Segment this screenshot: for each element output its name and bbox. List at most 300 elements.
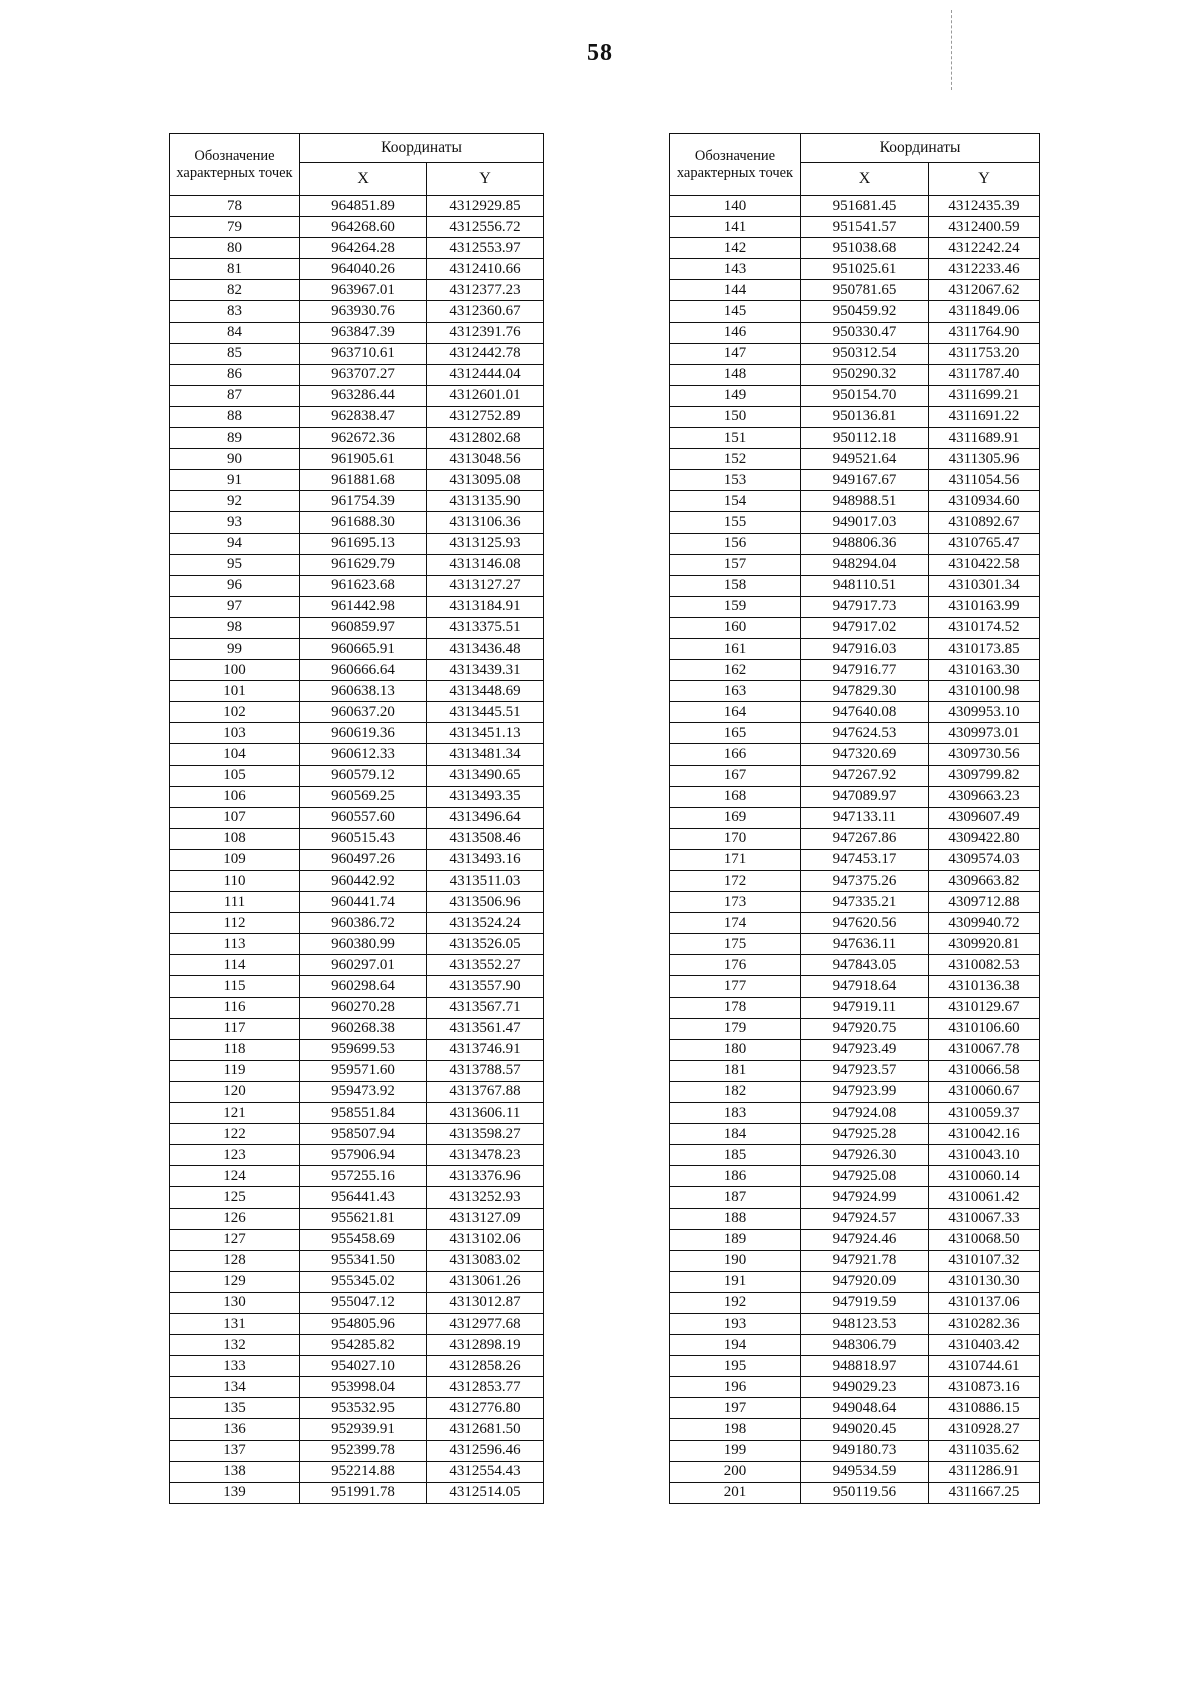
table-row: [670, 892, 1040, 913]
table-row: [170, 1208, 544, 1229]
x-coordinate-cell: 960637.20: [300, 702, 427, 723]
x-coordinate-cell: 947916.77: [801, 660, 929, 681]
x-coordinate-cell: 947375.26: [801, 871, 929, 892]
table-row: [170, 913, 544, 934]
x-coordinate-cell: 947926.30: [801, 1145, 929, 1166]
point-id-cell: 190: [670, 1250, 801, 1271]
table-row: [670, 554, 1040, 575]
point-id-cell: 195: [670, 1356, 801, 1377]
x-coordinate-cell: 952399.78: [300, 1440, 427, 1461]
coordinates-table-right: [669, 133, 1040, 1504]
y-coordinate-cell: 4313767.88: [427, 1081, 544, 1102]
x-coordinate-cell: 960665.91: [300, 638, 427, 659]
table-row: [170, 1250, 544, 1271]
point-id-cell: 146: [670, 322, 801, 343]
x-coordinate-cell: 964264.28: [300, 238, 427, 259]
x-coordinate-cell: 957906.94: [300, 1145, 427, 1166]
table-row: [670, 702, 1040, 723]
x-coordinate-cell: 947636.11: [801, 934, 929, 955]
y-coordinate-cell: 4313490.65: [427, 765, 544, 786]
point-id-cell: 176: [670, 955, 801, 976]
point-id-cell: 118: [170, 1039, 300, 1060]
table-row: [670, 1377, 1040, 1398]
table-row: [170, 196, 544, 217]
point-id-cell: 119: [170, 1060, 300, 1081]
point-id-cell: 102: [170, 702, 300, 723]
y-coordinate-cell: 4310067.33: [929, 1208, 1040, 1229]
table-row: [670, 406, 1040, 427]
y-coordinate-cell: 4310061.42: [929, 1187, 1040, 1208]
x-coordinate-cell: 947335.21: [801, 892, 929, 913]
point-id-cell: 78: [170, 196, 300, 217]
point-id-cell: 106: [170, 786, 300, 807]
y-coordinate-cell: 4310067.78: [929, 1039, 1040, 1060]
table-row: [170, 238, 544, 259]
point-id-cell: 105: [170, 765, 300, 786]
y-coordinate-cell: 4312377.23: [427, 280, 544, 301]
x-coordinate-cell: 947267.86: [801, 828, 929, 849]
y-coordinate-cell: 4310928.27: [929, 1419, 1040, 1440]
table-row: [170, 491, 544, 512]
y-coordinate-cell: 4313598.27: [427, 1124, 544, 1145]
point-id-cell: 80: [170, 238, 300, 259]
y-coordinate-cell: 4313567.71: [427, 997, 544, 1018]
y-coordinate-cell: 4313061.26: [427, 1271, 544, 1292]
y-coordinate-cell: 4313135.90: [427, 491, 544, 512]
x-coordinate-cell: 948818.97: [801, 1356, 929, 1377]
x-coordinate-cell: 951038.68: [801, 238, 929, 259]
point-id-cell: 135: [170, 1398, 300, 1419]
point-id-cell: 175: [670, 934, 801, 955]
table-row: [170, 1229, 544, 1250]
x-coordinate-cell: 961629.79: [300, 554, 427, 575]
point-id-cell: 132: [170, 1335, 300, 1356]
table-row: [670, 1187, 1040, 1208]
x-coordinate-cell: 960441.74: [300, 892, 427, 913]
table-row: [670, 1060, 1040, 1081]
column-header-point: Обозначение характерных точек: [670, 134, 801, 196]
table-row: [170, 1103, 544, 1124]
y-coordinate-cell: 4313552.27: [427, 955, 544, 976]
table-body: [670, 196, 1040, 1504]
y-coordinate-cell: 4310301.34: [929, 575, 1040, 596]
x-coordinate-cell: 947924.57: [801, 1208, 929, 1229]
point-id-cell: 155: [670, 512, 801, 533]
y-coordinate-cell: 4310059.37: [929, 1103, 1040, 1124]
table-row: [170, 1018, 544, 1039]
table-row: [670, 723, 1040, 744]
point-id-cell: 154: [670, 491, 801, 512]
x-coordinate-cell: 960859.97: [300, 617, 427, 638]
y-coordinate-cell: 4312067.62: [929, 280, 1040, 301]
table-row: [170, 406, 544, 427]
point-id-cell: 159: [670, 596, 801, 617]
point-id-cell: 180: [670, 1039, 801, 1060]
x-coordinate-cell: 960666.64: [300, 660, 427, 681]
x-coordinate-cell: 947089.97: [801, 786, 929, 807]
x-coordinate-cell: 947925.28: [801, 1124, 929, 1145]
table-row: [170, 1335, 544, 1356]
point-id-cell: 126: [170, 1208, 300, 1229]
x-coordinate-cell: 948806.36: [801, 533, 929, 554]
x-coordinate-cell: 963847.39: [300, 322, 427, 343]
x-coordinate-cell: 951681.45: [801, 196, 929, 217]
table-row: [670, 955, 1040, 976]
table-row: [170, 1482, 544, 1503]
point-id-cell: 187: [670, 1187, 801, 1208]
table-row: [170, 849, 544, 870]
table-row: [670, 449, 1040, 470]
table-row: [170, 702, 544, 723]
table-row: [670, 1292, 1040, 1313]
y-coordinate-cell: 4309422.80: [929, 828, 1040, 849]
x-coordinate-cell: 955458.69: [300, 1229, 427, 1250]
point-id-cell: 88: [170, 406, 300, 427]
point-id-cell: 92: [170, 491, 300, 512]
x-coordinate-cell: 947923.57: [801, 1060, 929, 1081]
point-id-cell: 201: [670, 1482, 801, 1503]
table-row: [170, 1440, 544, 1461]
x-coordinate-cell: 950136.81: [801, 406, 929, 427]
table-row: [670, 1039, 1040, 1060]
x-coordinate-cell: 962672.36: [300, 428, 427, 449]
table-row: [170, 512, 544, 533]
table-row: [170, 449, 544, 470]
y-coordinate-cell: 4313561.47: [427, 1018, 544, 1039]
y-coordinate-cell: 4310106.60: [929, 1018, 1040, 1039]
point-id-cell: 114: [170, 955, 300, 976]
table-row: [170, 681, 544, 702]
x-coordinate-cell: 952214.88: [300, 1461, 427, 1482]
x-coordinate-cell: 961695.13: [300, 533, 427, 554]
table-row: [170, 617, 544, 638]
y-coordinate-cell: 4312853.77: [427, 1377, 544, 1398]
y-coordinate-cell: 4313788.57: [427, 1060, 544, 1081]
point-id-cell: 100: [170, 660, 300, 681]
point-id-cell: 139: [170, 1482, 300, 1503]
x-coordinate-cell: 948306.79: [801, 1335, 929, 1356]
x-coordinate-cell: 947843.05: [801, 955, 929, 976]
x-coordinate-cell: 953998.04: [300, 1377, 427, 1398]
table-row: [670, 1166, 1040, 1187]
x-coordinate-cell: 950781.65: [801, 280, 929, 301]
table-row: [670, 1440, 1040, 1461]
y-coordinate-cell: 4313448.69: [427, 681, 544, 702]
point-id-cell: 152: [670, 449, 801, 470]
x-coordinate-cell: 960298.64: [300, 976, 427, 997]
y-coordinate-cell: 4310174.52: [929, 617, 1040, 638]
y-coordinate-cell: 4313493.16: [427, 849, 544, 870]
table-row: [170, 1145, 544, 1166]
x-coordinate-cell: 956441.43: [300, 1187, 427, 1208]
x-coordinate-cell: 947133.11: [801, 807, 929, 828]
table-row: [670, 1124, 1040, 1145]
y-coordinate-cell: 4313106.36: [427, 512, 544, 533]
table-row: [170, 660, 544, 681]
y-coordinate-cell: 4310744.61: [929, 1356, 1040, 1377]
y-coordinate-cell: 4312444.04: [427, 364, 544, 385]
table-row: [670, 491, 1040, 512]
x-coordinate-cell: 947917.73: [801, 596, 929, 617]
point-id-cell: 115: [170, 976, 300, 997]
x-coordinate-cell: 947924.99: [801, 1187, 929, 1208]
point-id-cell: 174: [670, 913, 801, 934]
table-row: [670, 322, 1040, 343]
x-coordinate-cell: 964268.60: [300, 217, 427, 238]
y-coordinate-cell: 4313526.05: [427, 934, 544, 955]
x-coordinate-cell: 949048.64: [801, 1398, 929, 1419]
y-coordinate-cell: 4313524.24: [427, 913, 544, 934]
y-coordinate-cell: 4310042.16: [929, 1124, 1040, 1145]
table-row: [670, 1356, 1040, 1377]
coordinates-table-left: [169, 133, 544, 1504]
y-coordinate-cell: 4310403.42: [929, 1335, 1040, 1356]
y-coordinate-cell: 4311054.56: [929, 470, 1040, 491]
point-id-cell: 179: [670, 1018, 801, 1039]
point-id-cell: 182: [670, 1081, 801, 1102]
point-id-cell: 104: [170, 744, 300, 765]
point-id-cell: 110: [170, 871, 300, 892]
point-id-cell: 84: [170, 322, 300, 343]
table-row: [670, 1313, 1040, 1334]
table-row: [670, 259, 1040, 280]
y-coordinate-cell: 4312410.66: [427, 259, 544, 280]
point-id-cell: 184: [670, 1124, 801, 1145]
point-id-cell: 173: [670, 892, 801, 913]
y-coordinate-cell: 4313436.48: [427, 638, 544, 659]
table-row: [170, 744, 544, 765]
x-coordinate-cell: 947920.09: [801, 1271, 929, 1292]
y-coordinate-cell: 4313252.93: [427, 1187, 544, 1208]
y-coordinate-cell: 4310886.15: [929, 1398, 1040, 1419]
point-id-cell: 138: [170, 1461, 300, 1482]
x-coordinate-cell: 955047.12: [300, 1292, 427, 1313]
point-id-cell: 136: [170, 1419, 300, 1440]
x-coordinate-cell: 947925.08: [801, 1166, 929, 1187]
x-coordinate-cell: 960515.43: [300, 828, 427, 849]
x-coordinate-cell: 949180.73: [801, 1440, 929, 1461]
table-row: [170, 638, 544, 659]
y-coordinate-cell: 4312242.24: [929, 238, 1040, 259]
column-header-coordinates: Координаты: [801, 134, 1040, 163]
y-coordinate-cell: 4310066.58: [929, 1060, 1040, 1081]
table-row: [670, 1419, 1040, 1440]
x-coordinate-cell: 949167.67: [801, 470, 929, 491]
table-row: [170, 723, 544, 744]
y-coordinate-cell: 4313376.96: [427, 1166, 544, 1187]
y-coordinate-cell: 4309574.03: [929, 849, 1040, 870]
x-coordinate-cell: 957255.16: [300, 1166, 427, 1187]
point-id-cell: 171: [670, 849, 801, 870]
table-row: [170, 1461, 544, 1482]
x-coordinate-cell: 952939.91: [300, 1419, 427, 1440]
y-coordinate-cell: 4313375.51: [427, 617, 544, 638]
y-coordinate-cell: 4310130.30: [929, 1271, 1040, 1292]
point-id-cell: 111: [170, 892, 300, 913]
y-coordinate-cell: 4311787.40: [929, 364, 1040, 385]
y-coordinate-cell: 4311691.22: [929, 406, 1040, 427]
x-coordinate-cell: 960497.26: [300, 849, 427, 870]
point-id-cell: 137: [170, 1440, 300, 1461]
x-coordinate-cell: 961688.30: [300, 512, 427, 533]
point-id-cell: 134: [170, 1377, 300, 1398]
y-coordinate-cell: 4313083.02: [427, 1250, 544, 1271]
point-id-cell: 116: [170, 997, 300, 1018]
x-coordinate-cell: 948110.51: [801, 575, 929, 596]
table-row: [170, 1398, 544, 1419]
point-id-cell: 124: [170, 1166, 300, 1187]
page-number: 58: [587, 40, 613, 66]
x-coordinate-cell: 947918.64: [801, 976, 929, 997]
y-coordinate-cell: 4313146.08: [427, 554, 544, 575]
y-coordinate-cell: 4313102.06: [427, 1229, 544, 1250]
table-row: [170, 554, 544, 575]
y-coordinate-cell: 4313125.93: [427, 533, 544, 554]
x-coordinate-cell: 949029.23: [801, 1377, 929, 1398]
y-coordinate-cell: 4312977.68: [427, 1313, 544, 1334]
x-coordinate-cell: 947919.11: [801, 997, 929, 1018]
y-coordinate-cell: 4310107.32: [929, 1250, 1040, 1271]
table-row: [170, 301, 544, 322]
point-id-cell: 151: [670, 428, 801, 449]
point-id-cell: 82: [170, 280, 300, 301]
y-coordinate-cell: 4310765.47: [929, 533, 1040, 554]
y-coordinate-cell: 4311286.91: [929, 1461, 1040, 1482]
y-coordinate-cell: 4313557.90: [427, 976, 544, 997]
x-coordinate-cell: 960619.36: [300, 723, 427, 744]
point-id-cell: 191: [670, 1271, 801, 1292]
point-id-cell: 85: [170, 343, 300, 364]
y-coordinate-cell: 4309663.23: [929, 786, 1040, 807]
table-row: [670, 807, 1040, 828]
table-row: [170, 343, 544, 364]
y-coordinate-cell: 4312553.97: [427, 238, 544, 259]
y-coordinate-cell: 4312391.76: [427, 322, 544, 343]
y-coordinate-cell: 4311699.21: [929, 385, 1040, 406]
x-coordinate-cell: 964040.26: [300, 259, 427, 280]
point-id-cell: 178: [670, 997, 801, 1018]
point-id-cell: 128: [170, 1250, 300, 1271]
y-coordinate-cell: 4310136.38: [929, 976, 1040, 997]
table-row: [170, 892, 544, 913]
table-row: [670, 934, 1040, 955]
x-coordinate-cell: 947921.78: [801, 1250, 929, 1271]
y-coordinate-cell: 4312776.80: [427, 1398, 544, 1419]
table-row: [170, 1060, 544, 1081]
table-row: [170, 807, 544, 828]
y-coordinate-cell: 4313508.46: [427, 828, 544, 849]
point-id-cell: 107: [170, 807, 300, 828]
point-id-cell: 141: [670, 217, 801, 238]
point-id-cell: 150: [670, 406, 801, 427]
point-id-cell: 164: [670, 702, 801, 723]
y-coordinate-cell: 4309607.49: [929, 807, 1040, 828]
x-coordinate-cell: 954027.10: [300, 1356, 427, 1377]
table-row: [670, 575, 1040, 596]
column-header-coordinates: Координаты: [300, 134, 544, 163]
column-header-x: X: [300, 163, 427, 196]
table-row: [170, 1039, 544, 1060]
y-coordinate-cell: 4310082.53: [929, 955, 1040, 976]
y-coordinate-cell: 4312400.59: [929, 217, 1040, 238]
y-coordinate-cell: 4310873.16: [929, 1377, 1040, 1398]
table-row: [170, 871, 544, 892]
point-id-cell: 122: [170, 1124, 300, 1145]
y-coordinate-cell: 4310060.67: [929, 1081, 1040, 1102]
table-row: [670, 238, 1040, 259]
x-coordinate-cell: 955345.02: [300, 1271, 427, 1292]
x-coordinate-cell: 963286.44: [300, 385, 427, 406]
point-id-cell: 156: [670, 533, 801, 554]
point-id-cell: 108: [170, 828, 300, 849]
table-row: [670, 428, 1040, 449]
x-coordinate-cell: 960380.99: [300, 934, 427, 955]
point-id-cell: 181: [670, 1060, 801, 1081]
point-id-cell: 86: [170, 364, 300, 385]
point-id-cell: 197: [670, 1398, 801, 1419]
column-header-point: Обозначение характерных точек: [170, 134, 300, 196]
table-row: [170, 364, 544, 385]
point-id-cell: 196: [670, 1377, 801, 1398]
table-row: [670, 196, 1040, 217]
column-header-y: Y: [929, 163, 1040, 196]
point-id-cell: 185: [670, 1145, 801, 1166]
point-id-cell: 129: [170, 1271, 300, 1292]
y-coordinate-cell: 4311753.20: [929, 343, 1040, 364]
point-id-cell: 200: [670, 1461, 801, 1482]
x-coordinate-cell: 947320.69: [801, 744, 929, 765]
table-row: [670, 1208, 1040, 1229]
point-id-cell: 142: [670, 238, 801, 259]
table-row: [170, 1166, 544, 1187]
y-coordinate-cell: 4313127.09: [427, 1208, 544, 1229]
y-coordinate-cell: 4313184.91: [427, 596, 544, 617]
table-row: [670, 364, 1040, 385]
y-coordinate-cell: 4310892.67: [929, 512, 1040, 533]
x-coordinate-cell: 963707.27: [300, 364, 427, 385]
point-id-cell: 172: [670, 871, 801, 892]
point-id-cell: 160: [670, 617, 801, 638]
y-coordinate-cell: 4312514.05: [427, 1482, 544, 1503]
y-coordinate-cell: 4311305.96: [929, 449, 1040, 470]
table-row: [170, 955, 544, 976]
x-coordinate-cell: 947624.53: [801, 723, 929, 744]
table-row: [170, 828, 544, 849]
x-coordinate-cell: 949017.03: [801, 512, 929, 533]
table-row: [670, 343, 1040, 364]
table-row: [170, 1356, 544, 1377]
x-coordinate-cell: 960557.60: [300, 807, 427, 828]
x-coordinate-cell: 955341.50: [300, 1250, 427, 1271]
table-row: [170, 1187, 544, 1208]
table-row: [170, 596, 544, 617]
table-row: [670, 786, 1040, 807]
point-id-cell: 167: [670, 765, 801, 786]
x-coordinate-cell: 955621.81: [300, 1208, 427, 1229]
x-coordinate-cell: 947920.75: [801, 1018, 929, 1039]
y-coordinate-cell: 4309953.10: [929, 702, 1040, 723]
x-coordinate-cell: 963710.61: [300, 343, 427, 364]
table-row: [170, 1377, 544, 1398]
y-coordinate-cell: 4310422.58: [929, 554, 1040, 575]
y-coordinate-cell: 4310934.60: [929, 491, 1040, 512]
y-coordinate-cell: 4312601.01: [427, 385, 544, 406]
x-coordinate-cell: 962838.47: [300, 406, 427, 427]
table-row: [670, 1018, 1040, 1039]
x-coordinate-cell: 950459.92: [801, 301, 929, 322]
table-row: [670, 913, 1040, 934]
table-row: [170, 934, 544, 955]
